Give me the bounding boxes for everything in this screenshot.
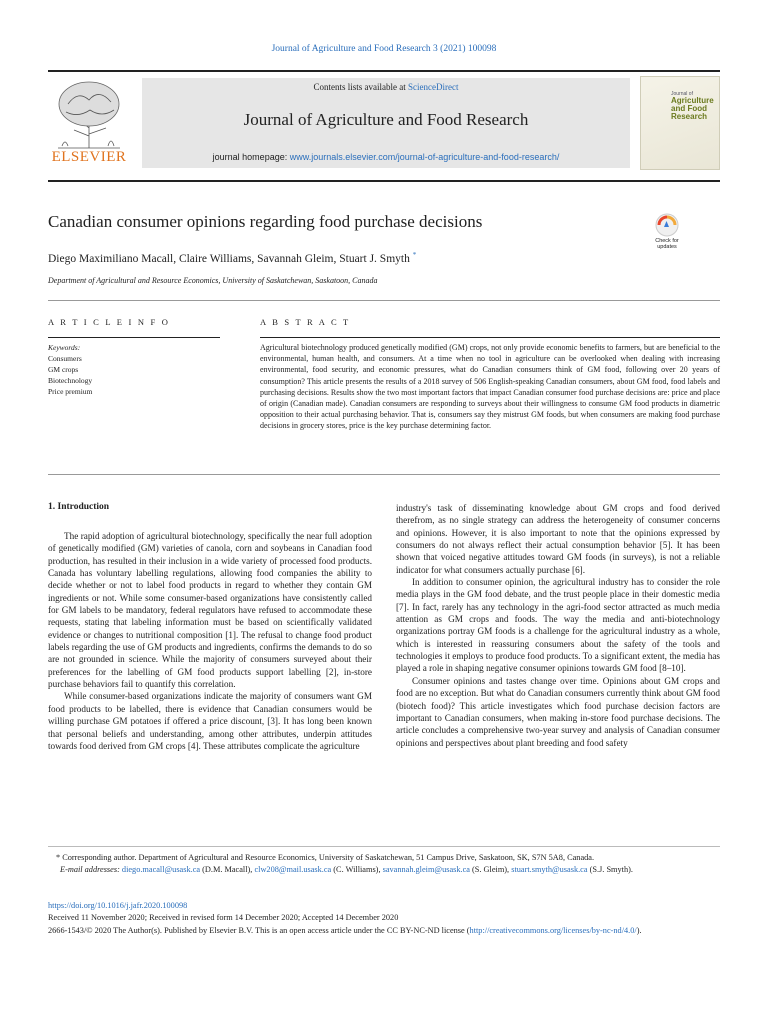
corresponding-author-note: * Corresponding author. Department of Agricultural and Resource Economics, University of Saskatchewan, 51 Campus Drive, Saskatoon, SK, S7N 5A8, Canada. — [56, 853, 595, 862]
cover-title — [671, 91, 714, 121]
email-link[interactable]: stuart.smyth@usask.ca — [511, 865, 588, 875]
cover-title-3: Food — [687, 104, 708, 113]
abstract-rule — [260, 337, 720, 338]
affiliation: Department of Agricultural and Resource Economics, University of Saskatchewan, Saskatoon, Canada — [48, 276, 378, 285]
sciencedirect-link[interactable]: ScienceDirect — [408, 82, 459, 92]
keyword-item: GM crops — [48, 365, 79, 374]
license-link[interactable]: http://creativecommons.org/licenses/by-nc-nd/4.0/ — [469, 926, 637, 935]
doi-link[interactable]: https://doi.org/10.1016/j.jafr.2020.100098 — [48, 901, 188, 910]
contents-prefix: Contents lists available at — [313, 82, 408, 92]
homepage-link[interactable]: www.journals.elsevier.com/journal-of-agriculture-and-food-research/ — [289, 152, 560, 162]
header-top-rule — [48, 70, 720, 72]
journal-citation[interactable]: Journal of Agriculture and Food Research 3 (2021) 100098 — [271, 44, 497, 54]
license-text: 2666-1543/© 2020 The Author(s). Published by Elsevier B.V. This is an open access article under the CC BY-NC-ND license ( — [48, 926, 470, 935]
abstract-text: Agricultural biotechnology produced genetically modified (GM) crops, not only provide economic benefits to farmers, but are beneficial to the environmental, human health, and consumers. At a time when no tool in agriculture can be overlooked when dealing with increasing environmental, food security, and economic pressures, what do Canadian consumers think of GM food, following over 20 years of consumption? This article presents the results of a 2018 survey of 506 English-speaking Canadian consumers, about GM food, food labels and purchasing decisions. Results show the two most important factors that impact Canadian consumer food purchase decisions are: price and place of origin (Canadian made). Canadian consumers are responding to surveys about their willingness to consume GM food products in diametric opposition to their actual purchasing behavior. That is, consumers say they mistrust GM foods, but when consumers are making food purchase decisions in grocery stores, price is the key purchase determining factor. — [260, 343, 720, 431]
cover-title-1: Agriculture — [671, 96, 714, 105]
keywords-block — [48, 342, 92, 397]
keyword-item: Consumers — [48, 354, 82, 363]
authors-text: Diego Maximiliano Macall, Claire Williams, Savannah Gleim, Stuart J. Smyth — [48, 252, 410, 265]
email-owner: (C. Williams), — [333, 865, 381, 875]
homepage-label: journal homepage: — [212, 152, 290, 162]
license-close: ). — [636, 926, 642, 935]
article-info-heading: A R T I C L E I N F O — [48, 317, 171, 327]
license-statement — [48, 925, 720, 937]
badge-label-2: updates — [657, 244, 677, 250]
footnote-rule — [48, 846, 720, 847]
abstract-heading: A B S T R A C T — [260, 317, 351, 327]
abstract-bottom-rule — [48, 474, 720, 475]
keywords-label: Keywords: — [48, 343, 81, 352]
email-link[interactable]: savannah.gleim@usask.ca — [382, 865, 470, 875]
email-owner: (D.M. Macall), — [202, 865, 253, 875]
left-column — [48, 530, 372, 752]
journal-cover-thumbnail[interactable] — [640, 76, 720, 170]
check-for-updates-label — [644, 238, 690, 250]
cover-title-2: and — [671, 104, 686, 113]
cover-title-4: Research — [671, 112, 708, 121]
section-heading-introduction: 1. Introduction — [48, 502, 110, 512]
author-list — [48, 251, 416, 265]
received-dates: Received 11 November 2020; Received in revised form 14 December 2020; Accepted 14 December 2020 — [48, 913, 399, 922]
article-info-rule — [48, 337, 220, 338]
keyword-item: Price premium — [48, 387, 93, 396]
email-owner: (S. Gleim), — [472, 865, 510, 875]
right-column — [396, 502, 720, 749]
cover-pre: Journal of — [671, 91, 693, 97]
email-link[interactable]: clw208@mail.usask.ca — [254, 865, 332, 875]
header-bottom-rule — [48, 180, 720, 182]
contents-line — [142, 82, 630, 92]
paragraph: While consumer-based organizations indicate the majority of consumers want GM food products to be labelled, there is evidence that Canadian consumers would be willing purchase GM potatoes if offered a price discount, [3]. It has long been known that personal beliefs and understanding, among other attributes, underpin attitudes towards food derived from GM crops [4]. These attributes complicate the agriculture — [48, 691, 372, 751]
title-divider — [48, 300, 720, 301]
email-link[interactable]: diego.macall@usask.ca — [121, 865, 201, 875]
email-label: E-mail addresses: — [60, 865, 120, 875]
badge-label-1: Check for — [655, 238, 679, 244]
article-title: Canadian consumer opinions regarding food purchase decisions — [48, 212, 483, 231]
email-owner: (S.J. Smyth). — [589, 865, 633, 875]
journal-homepage — [142, 152, 630, 162]
corresponding-footnote — [48, 852, 720, 876]
elsevier-wordmark: ELSEVIER — [51, 149, 127, 165]
email-line — [48, 864, 720, 876]
corresponding-mark[interactable]: * — [412, 251, 417, 259]
keyword-item: Biotechnology — [48, 376, 93, 385]
paragraph: industry's task of disseminating knowledge about GM crops and food derived therefrom, as no single strategy can address the heterogeneity of consumer concerns and opinions. However, it is also important to note that the opinions expressed by consumers do not always reflect their actual consumption behavior [5]. It has been shown that voiced negative attitudes toward GM foods (in surveys), is not a reliable indicator for what consumers actually purchase [6]. — [396, 503, 720, 575]
paragraph: Consumer opinions and tastes change over time. Opinions about GM crops and food are no exception. But what do Canadian consumers currently think about GM food (biotech food)? This article investigates which food purchase decision factors are important to Canadian consumers, when making in-store food purchase decisions. The article concludes a comprehensive two-year survey and analysis of Canadian consumer opinions and perspectives about plant breeding and food safety — [396, 675, 720, 748]
paragraph: The rapid adoption of agricultural biotechnology, specifically the near full adoption of genetically modified (GM) varieties of canola, corn and soybeans in Canadian food production, has resulted in their inclusion in a wide variety of processed food products. Canada has voluntary labelling regulations, allowing food companies the ability to decide whether or not to label food products in regard to whether they contain GM ingredients or not. While some consumer-based organizations have consistently called for GM labels to be mandatory, federal regulators have refused to accommodate these requests, stating that labeling information must be based on scientifically validated evidence or changes to nutritional composition [1]. The refusal to change food product labels regarding the use of GM products and ingredients, confirms the demands to do so are not grounded in science. While the majority of consumers surveyed about their preferences for the labelling of GM food products support labelling [2], in-store purchase behaviors fail to quantify this correlation. — [48, 531, 372, 690]
journal-title: Journal of Agriculture and Food Research — [243, 110, 529, 129]
paragraph: In addition to consumer opinion, the agricultural industry has to consider the role media plays in the GM food debate, and the trust people place in their domestic media [7]. In fact, rarely has any technology in the agri-food sector attracted as much media attention as GM crops and foods. The way the media and anti-biotechnology organizations portray GM foods is a challenge for the agricultural industry as a whole, which is interested in reassuring consumers about the safety of the tools and technologies it employs to produce food products. To a significant extent, the media has played a role in shaping negative consumer opinions towards GM food [8–10]. — [396, 577, 720, 674]
